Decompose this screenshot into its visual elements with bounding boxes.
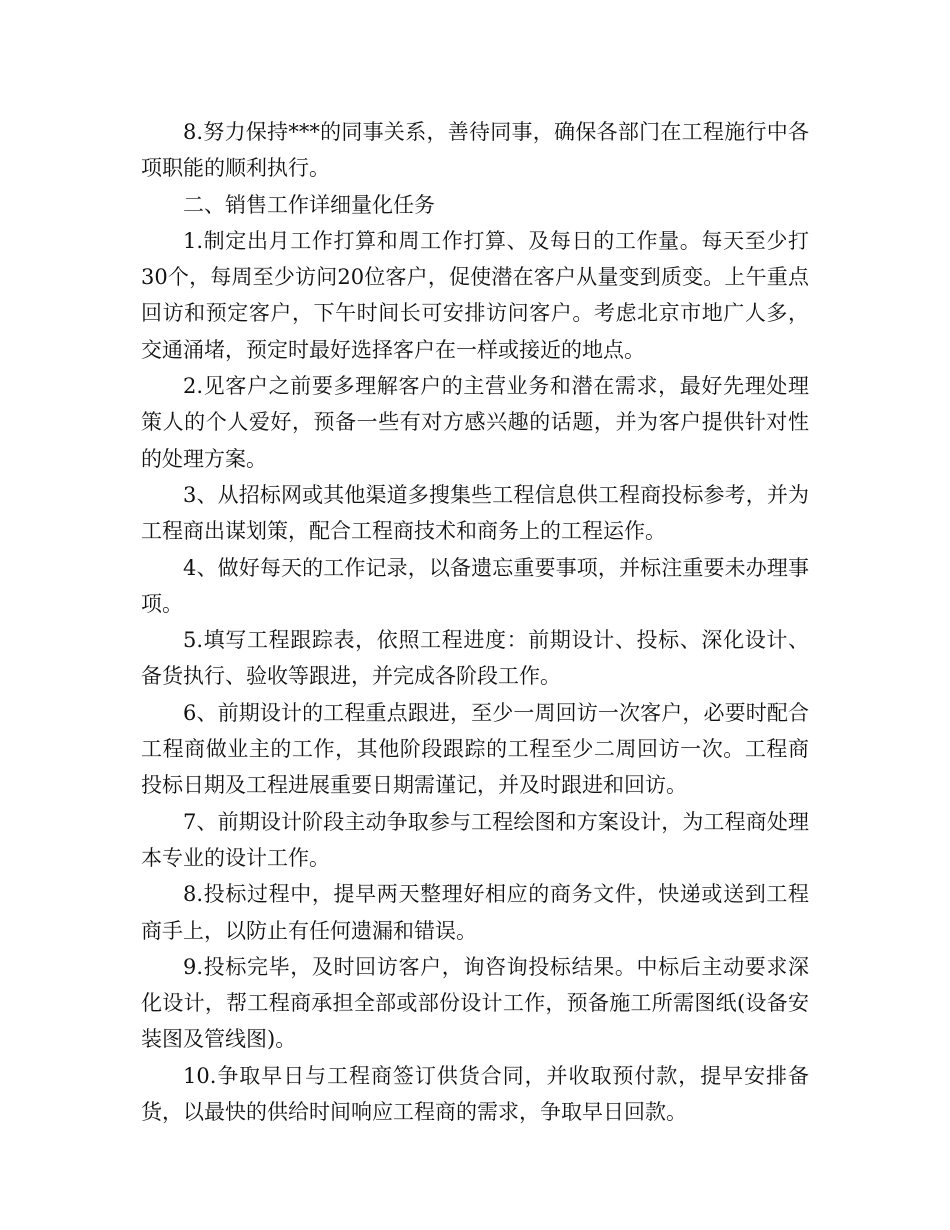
section-heading-sales-tasks: 二、销售工作详细量化任务 [183, 192, 435, 217]
paragraph-item-8-colleague-relations: 8.努力保持***的同事关系，善待同事，确保各部门在工程施行中各项职能的顺利执行。 [141, 120, 809, 181]
paragraph-item-3-project-info: 3、从招标网或其他渠道多搜集些工程信息供工程商投标参考，并为工程商出谋划策，配合工程商技术和商务上的工程运作。 [141, 482, 809, 544]
paragraph-item-8-bidding-documents: 8.投标过程中，提早两天整理好相应的商务文件，快递或送到工程商手上，以防止有任何遗漏和错误。 [141, 882, 809, 943]
paragraph-item-1-work-plan: 1.制定出月工作打算和周工作打算、及每日的工作量。每天至少打30个，每周至少访问20位客户，促使潜在客户从量变到质变。上午重点回访和预定客户，下午时间长可安排访问客户。考虑北京市地广人多，交通涌堵，预定时最好选择客户在一样或接近的地点。 [141, 228, 809, 362]
paragraph-item-2-customer-research: 2.见客户之前要多理解客户的主营业务和潜在需求，最好先理处理策人的个人爱好，预备一些有对方感兴趣的话题，并为客户提供针对性的处理方案。 [141, 374, 809, 471]
paragraph-item-6-follow-up: 6、前期设计的工程重点跟进，至少一周回访一次客户，必要时配合工程商做业主的工作，其他阶段跟踪的工程至少二周回访一次。工程商投标日期及工程进展重要日期需谨记，并及时跟进和回访。 [141, 700, 809, 798]
document-body [141, 114, 809, 1130]
paragraph-item-10-supply-contract: 10.争取早日与工程商签订供货合同，并收取预付款，提早安排备货，以最快的供给时间响应工程商的需求，争取早日回款。 [141, 1063, 809, 1125]
paragraph-item-7-design-phase: 7、前期设计阶段主动争取参与工程绘图和方案设计，为工程商处理本专业的设计工作。 [141, 809, 809, 870]
paragraph-item-9-bid-results: 9.投标完毕，及时回访客户，询咨询投标结果。中标后主动要求深化设计，帮工程商承担全部或部份设计工作，预备施工所需图纸(设备安装图及管线图)。 [141, 954, 809, 1052]
paragraph-item-5-tracking-sheet: 5.填写工程跟踪表，依照工程进度：前期设计、投标、深化设计、备货执行、验收等跟进，并完成各阶段工作。 [141, 628, 809, 689]
paragraph-item-4-work-records: 4、做好每天的工作记录，以备遗忘重要事项，并标注重要未办理事项。 [141, 555, 809, 616]
